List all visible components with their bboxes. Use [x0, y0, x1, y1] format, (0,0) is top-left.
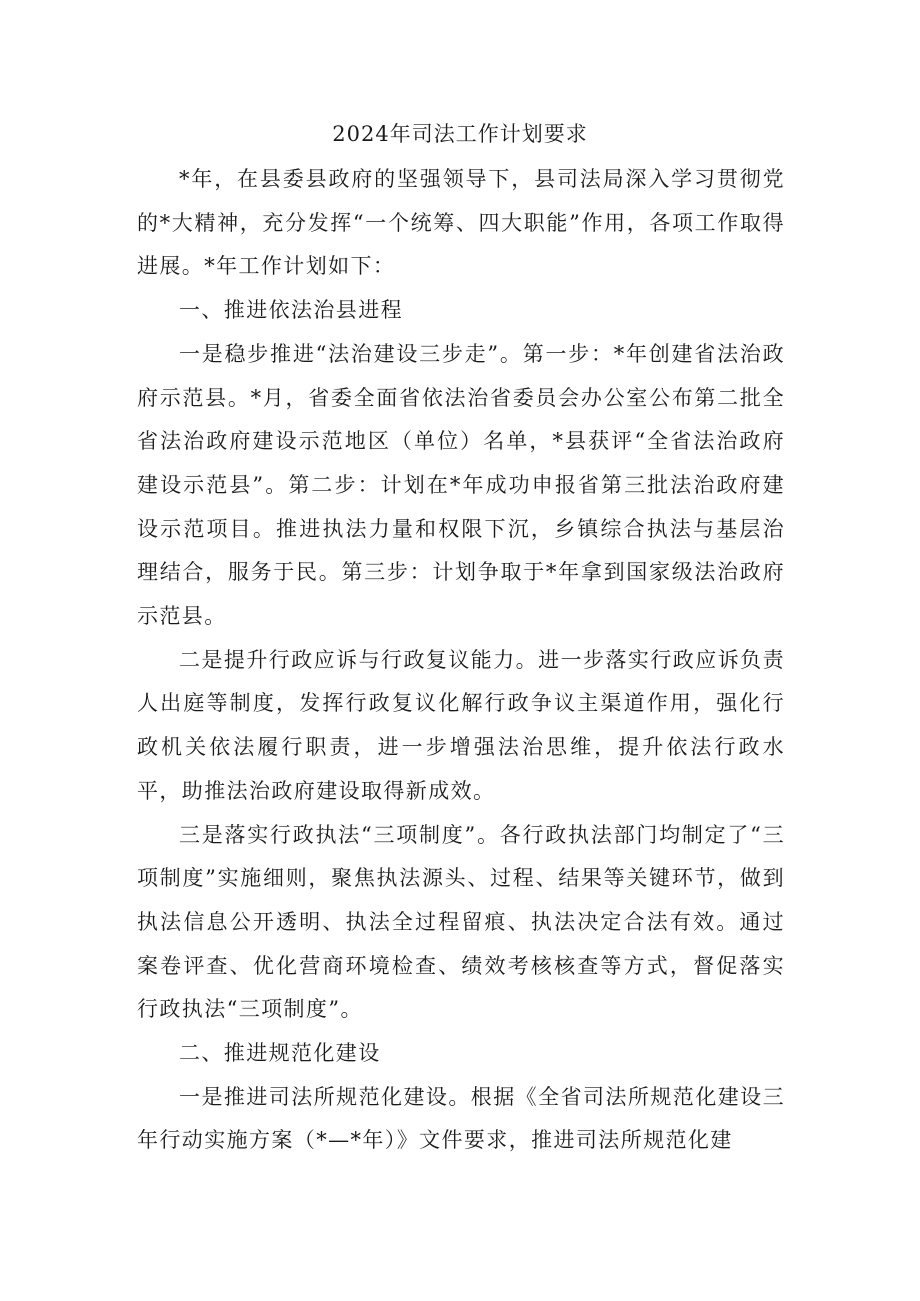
paragraph-1-3: 三是落实行政执法“三项制度”。各行政执法部门均制定了“三项制度”实施细则，聚焦执法源头、过程、结果等关键环节，做到执法信息公开透明、执法全过程留痕、执法决定合法有效。通过案卷评查、优化营商环境检查、绩效考核核查等方式，督促落实行政执法“三项制度”。: [137, 822, 785, 1022]
paragraph-1-1: 一是稳步推进“法治建设三步走”。第一步：*年创建省法治政府示范县。*月，省委全面省依法治省委员会办公室公布第二批全省法治政府建设示范地区（单位）名单，*县获评“全省法治政府建设示范县”。第二步：计划在*年成功申报省第三批法治政府建设示范项目。推进执法力量和权限下沉，乡镇综合执法与基层治理结合，服务于民。第三步：计划争取于*年拿到国家级法治政府示范县。: [137, 341, 785, 629]
section-heading-2: 二、推进规范化建设: [179, 1041, 381, 1066]
document-body: [137, 158, 785, 1163]
paragraph-2-1: 一是推进司法所规范化建设。根据《全省司法所规范化建设三年行动实施方案（*—*年）》文件要求，推进司法所规范化建: [137, 1084, 785, 1153]
section-heading-1: 一、推进依法治县进程: [179, 298, 403, 323]
paragraph-1-2: 二是提升行政应诉与行政复议能力。进一步落实行政应诉负责人出庭等制度，发挥行政复议化解行政争议主渠道作用，强化行政机关依法履行职责，进一步增强法治思维，提升依法行政水平，助推法治政府建设取得新成效。: [137, 647, 785, 803]
paragraph-intro: *年，在县委县政府的坚强领导下，县司法局深入学习贯彻党的*大精神，充分发挥“一个统筹、四大职能”作用，各项工作取得进展。*年工作计划如下：: [137, 167, 785, 279]
document-title: 2024年司法工作计划要求: [332, 122, 588, 146]
